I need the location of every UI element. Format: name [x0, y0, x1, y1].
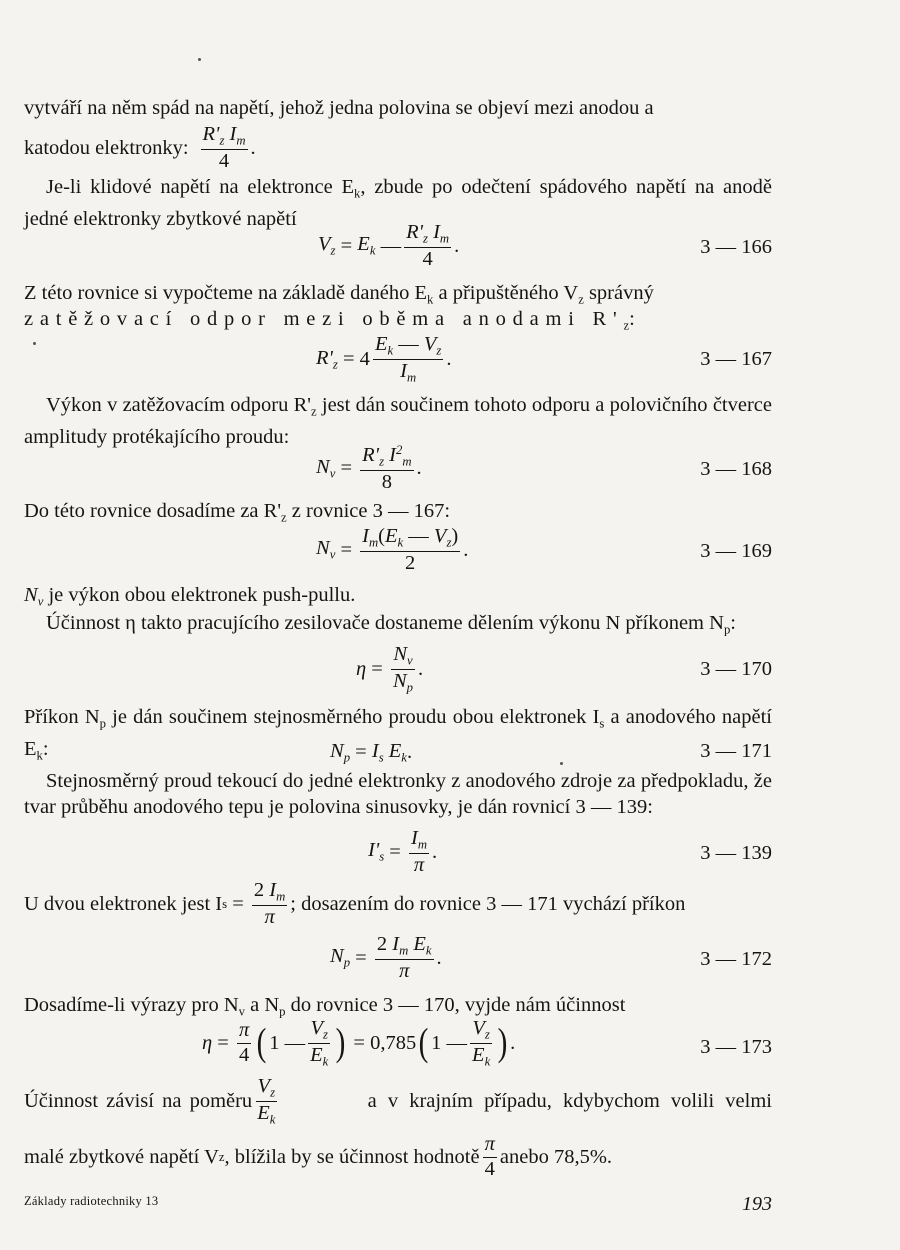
paragraph-11: Dosadíme-li výrazy pro $N_v$ a $N_p$ do rovnice 3 — 170, vyjde nám účinnost	[24, 994, 626, 1019]
scan-speck	[33, 342, 36, 345]
equation-3-169: $N_v$ = $\frac{I_m(E_k — V_z)}{2}$ . 3 — 169	[316, 525, 772, 574]
paragraph-5: Do této rovnice dosadíme za $R'_z$ z rovnice 3 — 167:	[24, 500, 451, 525]
equation-3-172: $N_p$ = $\frac{2 I_m E_k}{\pi}$ . 3 — 172	[330, 933, 772, 982]
paragraph-6: $N_v$ je výkon obou elektronek push-pullu.	[24, 584, 356, 609]
fraction-rz-im-over-4: $\frac{R'_z I_m}{4}$	[202, 123, 246, 172]
equation-number: 3 — 166	[700, 236, 772, 258]
equation-number: 3 — 167	[700, 348, 772, 370]
paragraph-4: Výkon v zatěžovacím odporu $R'_z$ jest dán součinem tohoto odporu a polovičního čtverce amplitudy protékajícího proudu:	[24, 394, 772, 449]
equation-3-171: $N_p$ = $I_s$ $E_k$ . 3 — 171	[330, 740, 772, 765]
scan-speck	[198, 58, 201, 61]
paragraph-9: Stejnosměrný proud tekoucí do jedné elektronky z anodového zdroje za předpokladu, že tvar průběhu anodového tepu je polovina sinusovky, je dán rovnicí 3 — 139:	[24, 770, 772, 818]
paragraph-10: U dvou elektronek jest I s = $\frac{2 I_m}{\pi}$ ; dosazením do rovnice 3 — 171 vychází příkon	[24, 879, 686, 928]
equation-3-168: $N_v$ = $\frac{R'_z I^2_m}{8}$ . 3 — 168	[316, 443, 772, 493]
equation-number: 3 — 139	[700, 842, 772, 864]
paragraph-2: Je-li klidové napětí na elektronce $E_k$, zbude po odečtení spádového napětí na anodě jedné elektronky zbytkové napětí	[24, 176, 772, 231]
equation-number: 3 — 171	[700, 740, 772, 762]
equation-number: 3 — 168	[700, 458, 772, 480]
scan-speck	[560, 762, 563, 765]
footer-book-title: Základy radiotechniky 13	[24, 1194, 159, 1208]
equation-3-170: η = $\frac{N_v}{N_p}$ . 3 — 170	[356, 643, 772, 695]
equation-number: 3 — 173	[700, 1036, 772, 1058]
equation-3-173: η = $\frac{\pi}{4}$ ( 1 — $\frac{V_z}{E_k}$ ) = 0,785 ( 1 — $\frac{V_z}{E_k}$ ) . 3 — 173	[202, 1017, 772, 1069]
paragraph-12: Účinnost závisí na poměru $\frac{V_z}{E_k}$ a v krajním případu, kdybychom volili velmi	[24, 1075, 772, 1127]
page-number: 193	[742, 1193, 772, 1215]
paragraph-1: vytváří na něm spád na napětí, jehož jedna polovina se objeví mezi anodou a	[24, 97, 654, 119]
equation-number: 3 — 172	[700, 948, 772, 970]
equation-number: 3 — 170	[700, 658, 772, 680]
equation-3-139: $I'_s$ = $\frac{I_m}{\pi}$ . 3 — 139	[368, 827, 772, 876]
equation-3-167: $R'_z$ = 4 $\frac{E_k — V_z}{I_m}$ . 3 — 167	[316, 333, 772, 385]
paragraph-1-end: katodou elektronky: $\frac{R'_z I_m}{4}$ .	[24, 123, 256, 172]
paragraph-8: Příkon $N_p$ je dán součinem stejnosměrného proudu obou elektronek $I_s$ a anodového napětí $E_k$:	[24, 706, 772, 763]
paragraph-13: malé zbytkové napětí V z , blížila by se účinnost hodnotě $\frac{\pi}{4}$ anebo 78,5%.	[24, 1133, 613, 1180]
paragraph-7: Účinnost η takto pracujícího zesilovače dostaneme dělením výkonu N příkonem $N_p$:	[46, 612, 736, 637]
equation-number: 3 — 169	[700, 540, 772, 562]
equation-3-166: $V_z$ = $E_k$ — $\frac{R'_z I_m}{4}$ . 3 — 166	[318, 221, 772, 270]
paragraph-3-spaced: zatěžovací odpor mezi oběma anodami $R'_z$:	[24, 308, 635, 333]
paragraph-3: Z této rovnice si vypočteme na základě daného $E_k$ a připuštěného $V_z$ správný	[24, 282, 654, 307]
